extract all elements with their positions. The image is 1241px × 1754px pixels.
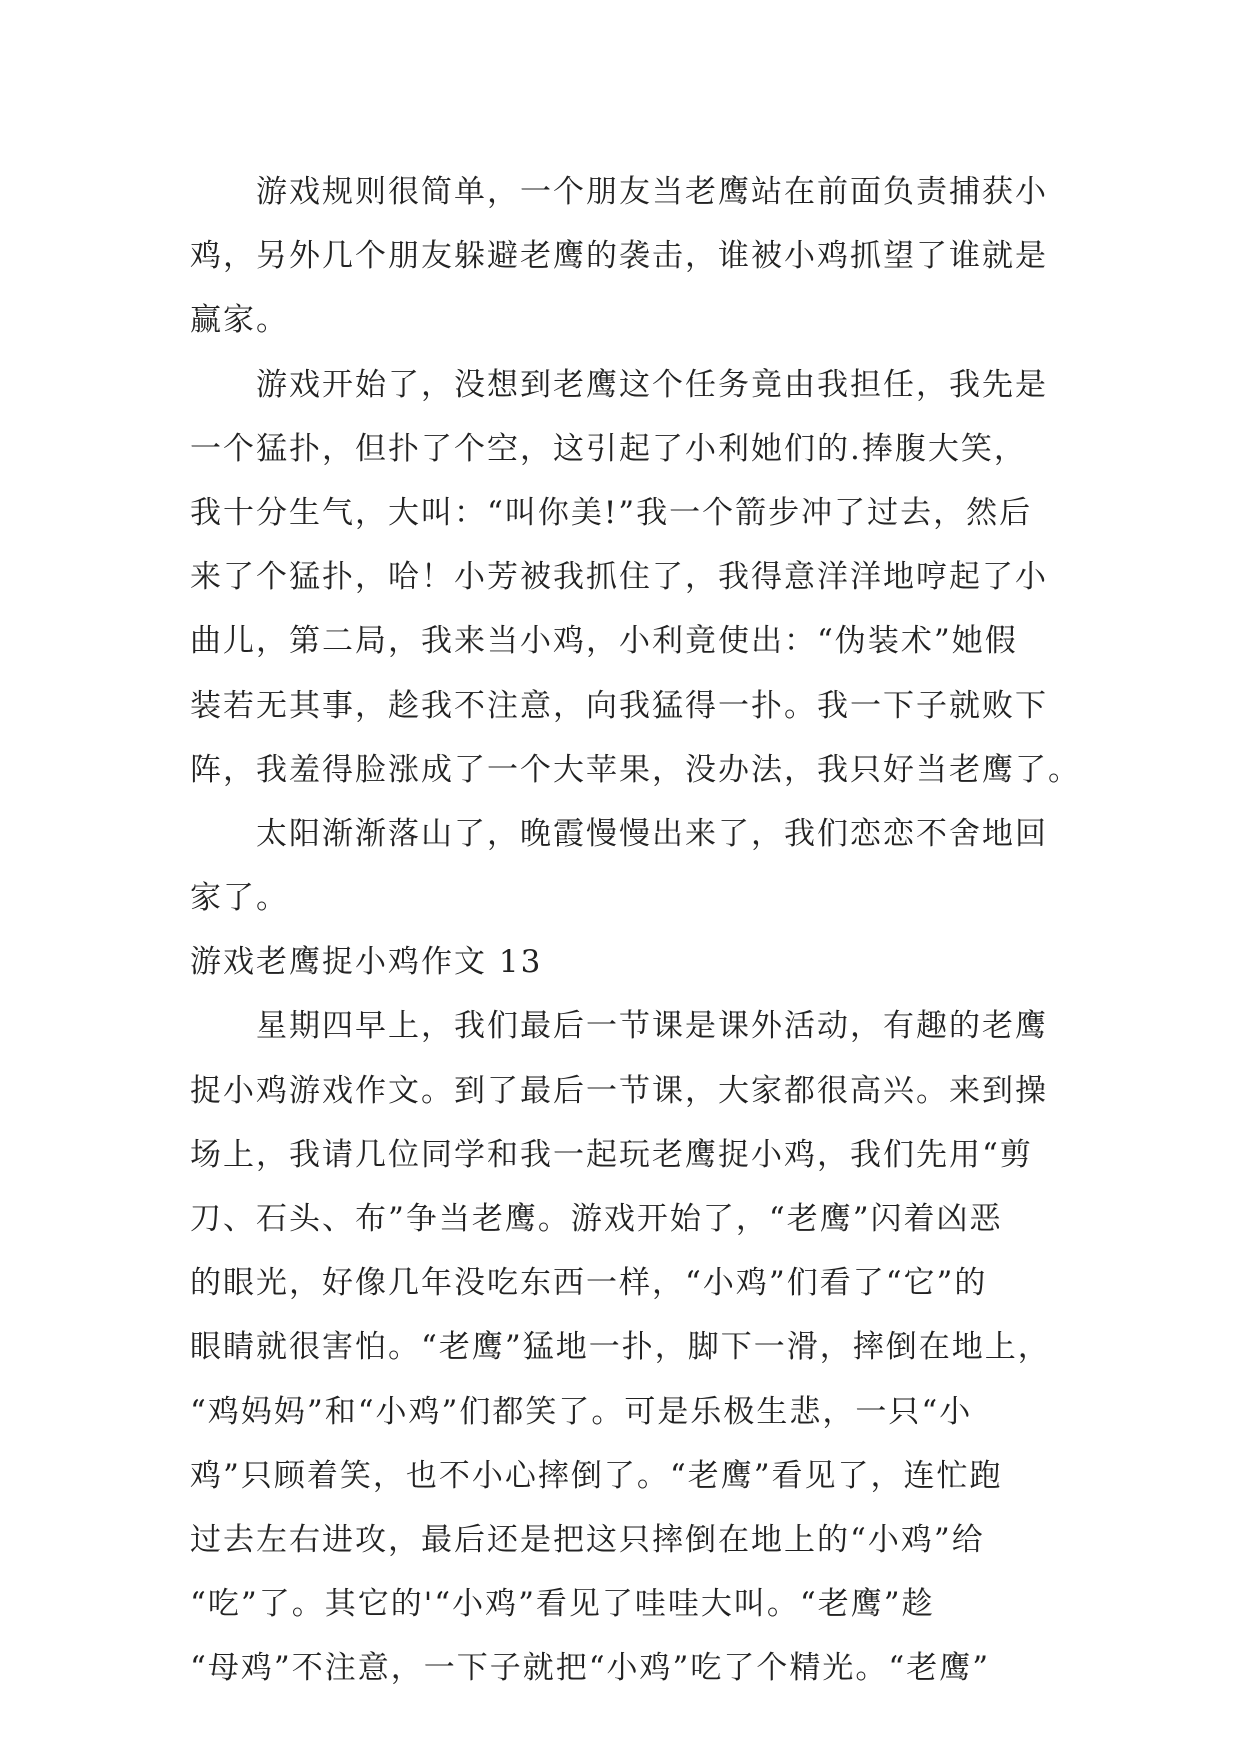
paragraph-sunset (190, 802, 1090, 930)
text-line: 鸡”只顾着笑，也不小心摔倒了。“老鹰”看见了，连忙跑 (190, 1457, 1003, 1494)
paragraph-game-start (190, 353, 1090, 802)
text-line: 游戏规则很简单，一个朋友当老鹰站在前面负责捕获小 (256, 174, 1048, 210)
text-line: 眼睛就很害怕。“老鹰”猛地一扑，脚下一滑，摔倒在地上， (190, 1329, 1051, 1366)
text-line: 我十分生气，大叫：“叫你美!”我一个箭步冲了过去，然后 (190, 494, 1033, 531)
text-line: “鸡妈妈”和“小鸡”们都笑了。可是乐极生悲，一只“小 (190, 1393, 973, 1430)
text-line: 家了。 (190, 880, 289, 917)
text-line: 太阳渐渐落山了，晚霞慢慢出来了，我们恋恋不舍地回 (256, 815, 1048, 852)
text-line: 过去左右进攻，最后还是把这只摔倒在地上的“小鸡”给 (190, 1521, 985, 1558)
text-line: 一个猛扑，但扑了个空，这引起了小利她们的.捧腹大笑， (190, 430, 1027, 467)
text-line: 游戏开始了，没想到老鹰这个任务竟由我担任，我先是 (256, 366, 1048, 403)
essay-heading (190, 930, 1090, 994)
text-line: 刀、石头、布”争当老鹰。游戏开始了，“老鹰”闪着凶恶 (190, 1201, 1003, 1237)
paragraph-game-rules (190, 160, 1090, 353)
text-line: 捉小鸡游戏作文。到了最后一节课，大家都很高兴。来到操 (190, 1072, 1048, 1109)
heading-line: 游戏老鹰捉小鸡作文 13 (190, 944, 543, 981)
text-line: 鸡，另外几个朋友躲避老鹰的袭击，谁被小鸡抓望了谁就是 (190, 238, 1048, 275)
text-line: 曲儿，第二局，我来当小鸡，小利竟使出：“伪装术”她假 (190, 623, 1018, 660)
text-line: 装若无其事，趁我不注意，向我猛得一扑。我一下子就败下 (190, 687, 1048, 724)
text-line: “吃”了。其它的'“小鸡”看见了哇哇大叫。“老鹰”趁 (190, 1586, 935, 1623)
paragraph-thursday (190, 994, 1090, 1700)
text-line: 场上，我请几位同学和我一起玩老鹰捉小鸡，我们先用“剪 (190, 1136, 1033, 1173)
text-line: 来了个猛扑，哈！小芳被我抓住了，我得意洋洋地哼起了小 (190, 559, 1048, 596)
text-line: 赢家。 (190, 302, 289, 339)
text-line: 阵，我羞得脸涨成了一个大苹果，没办法，我只好当老鹰了。 (190, 751, 1081, 788)
text-line: “母鸡”不注意，一下子就把“小鸡”吃了个精光。“老鹰” (190, 1650, 991, 1687)
document-body (190, 160, 1090, 1701)
text-line: 星期四早上，我们最后一节课是课外活动，有趣的老鹰 (256, 1008, 1048, 1045)
text-line: 的眼光，好像几年没吃东西一样，“小鸡”们看了“它”的 (190, 1265, 988, 1302)
